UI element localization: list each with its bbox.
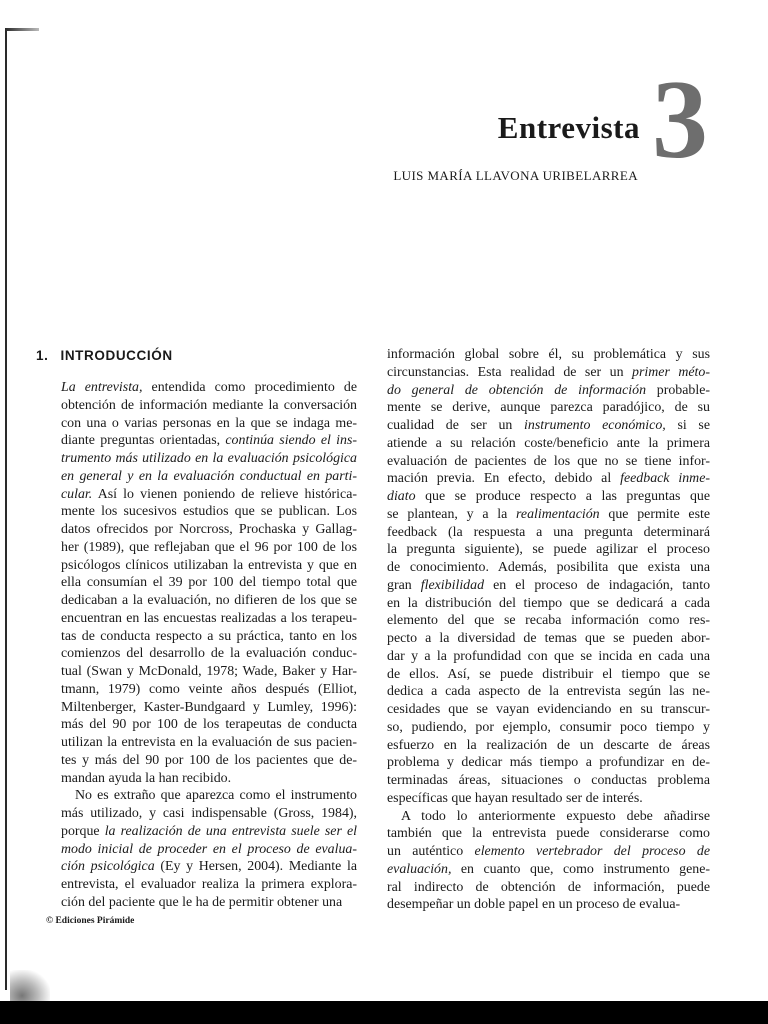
- text-line: [387, 879, 710, 897]
- italic-text: cular.: [61, 486, 93, 502]
- text-line: [387, 364, 710, 382]
- text-line: [61, 752, 357, 770]
- text-run: probable-: [646, 382, 710, 398]
- text-run: entendida como procedimiento de: [142, 380, 357, 395]
- text-line: [387, 896, 710, 914]
- section-heading: [36, 349, 173, 363]
- text-line: [61, 858, 357, 876]
- text-line: [387, 861, 710, 879]
- italic-text: diato: [387, 489, 416, 504]
- text-line: [387, 346, 710, 364]
- text-run: psicólogos clínicos utilizaban la entrevista y que en: [61, 557, 357, 573]
- text-line: [61, 521, 357, 539]
- text-run: so, pudiendo, por ejemplo, consumir poco tiempo y: [387, 719, 710, 735]
- text-line: [387, 737, 710, 755]
- text-line: [387, 843, 710, 861]
- text-run: (Ey y Hersen, 2004). Mediante la: [154, 859, 357, 875]
- page-corner-mark: [5, 28, 39, 31]
- text-run: en la distribución del tiempo que se dedicará a cada: [387, 595, 710, 611]
- text-run: en el proceso de indagación, tanto: [484, 577, 711, 593]
- section-number: 1.: [36, 348, 49, 363]
- chapter-number: 3: [652, 58, 708, 182]
- left-column: [61, 379, 357, 912]
- text-run: esfuerzo en la realización de un descarte de áreas: [387, 737, 710, 753]
- text-run: obtención de información mediante la conversación: [61, 397, 357, 413]
- text-run: que se produce respecto a las preguntas que: [415, 489, 710, 504]
- text-line: [61, 610, 357, 628]
- text-run: un auténtico: [387, 844, 475, 859]
- text-line: [387, 506, 710, 524]
- scan-smudge: [10, 970, 50, 1002]
- italic-text: primer méto-: [632, 364, 710, 380]
- text-line: [61, 663, 357, 681]
- italic-text: elemento vertebrador del proceso de: [474, 844, 710, 859]
- text-run: ral indirecto de obtención de información, puede: [387, 879, 710, 895]
- text-run: desempeñar un doble papel en un proceso de evalua-: [387, 897, 681, 913]
- text-run: comienzos del desarrollo de la evaluación conduc-: [61, 646, 357, 662]
- text-line: [387, 808, 710, 826]
- text-run: más del 90 por 100 de los terapeutas de conducta: [61, 717, 357, 733]
- italic-text: do general de obtención de información: [387, 382, 647, 398]
- italic-text: La entrevista,: [61, 380, 143, 395]
- italic-text: ción psicológica: [61, 859, 155, 875]
- text-line: [387, 470, 710, 488]
- text-run: dar y a la profundidad con que se incida en cada una: [387, 648, 710, 664]
- text-line: [387, 417, 710, 435]
- text-run: pecto a la diversidad de temas que se pueden abor-: [387, 631, 710, 646]
- italic-text: modo inicial de proceder en el proceso de evalua-: [61, 841, 357, 857]
- text-run: si se: [665, 418, 710, 433]
- text-line: [387, 648, 710, 666]
- text-line: [387, 825, 710, 843]
- text-run: entrevista, el evaluador realiza la primera explora-: [61, 877, 357, 892]
- text-line: [387, 524, 710, 542]
- text-line: [387, 541, 710, 559]
- text-run: cualidad de ser un: [387, 418, 525, 433]
- publisher-footer: © Ediciones Pirámide: [46, 916, 135, 926]
- text-run: mente se derive, aunque parezca paradójico, de su: [387, 400, 710, 416]
- text-line: [387, 453, 710, 471]
- text-line: [387, 666, 710, 684]
- text-run: información global sobre él, su problemática y sus: [387, 347, 710, 362]
- text-line: [387, 630, 710, 648]
- text-run: con una o varias personas en la que se indaga me-: [61, 415, 357, 431]
- text-run: también que la entrevista puede considerarse como: [387, 826, 710, 842]
- text-line: [61, 539, 357, 557]
- text-run: porque: [61, 823, 105, 839]
- text-line: [387, 701, 710, 719]
- text-run: de ellos. Así, se puede distribuir el tiempo que se: [387, 666, 710, 682]
- text-line: [387, 772, 710, 790]
- text-line: [387, 488, 710, 506]
- text-run: específicas que hayan resultado ser de interés.: [387, 790, 643, 806]
- text-line: [61, 645, 357, 663]
- scan-bottom-edge: [0, 1001, 768, 1024]
- text-line: [61, 397, 357, 415]
- text-line: [61, 681, 357, 699]
- italic-text: continúa siendo el ins-: [225, 433, 358, 449]
- text-line: [61, 557, 357, 575]
- italic-text: la realización de una entrevista suele ser el: [104, 823, 357, 839]
- text-line: [387, 577, 710, 595]
- text-line: [61, 503, 357, 521]
- text-run: diante preguntas orientadas,: [61, 433, 226, 449]
- text-line: [387, 399, 710, 417]
- text-run: circunstancias. Esta realidad de ser un: [387, 364, 633, 380]
- text-run: más utilizado, y casi indispensable (Gross, 1984),: [61, 806, 357, 821]
- text-line: [387, 595, 710, 613]
- text-run: No es extraño que aparezca como el instrumento: [75, 788, 357, 804]
- italic-text: trumento más utilizado en la evaluación psicológica: [61, 451, 357, 466]
- text-run: datos ofrecidos por Norcross, Prochaska y Gallag-: [61, 522, 357, 537]
- text-run: de conocimiento. Además, posibilita que exista una: [387, 560, 710, 575]
- section-title: INTRODUCCIÓN: [60, 348, 173, 363]
- chapter-author: LUIS MARÍA LLAVONA URIBELARREA: [393, 168, 638, 183]
- text-run: ella consumían el 39 por 100 del tiempo total que: [61, 575, 357, 591]
- text-line: [61, 823, 357, 841]
- text-run: mente los sucesivos estudios que se publican. Los: [61, 504, 357, 520]
- text-line: [61, 450, 357, 468]
- text-run: gran: [387, 577, 421, 593]
- italic-text: en general y en la evaluación conductual en parti-: [61, 468, 357, 484]
- text-run: tmann, 1979) como veinte años después (Elliot,: [61, 681, 357, 697]
- text-run: mandan ayuda la han recibido.: [61, 770, 232, 786]
- text-run: ción del paciente que le ha de permitir obtener una: [61, 894, 343, 910]
- text-run: en cuanto que, como instrumento gene-: [451, 861, 710, 877]
- text-run: Así lo vienen poniendo de relieve histórica-: [92, 486, 357, 502]
- text-run: A todo lo anteriormente expuesto debe añadirse: [401, 808, 710, 824]
- text-line: [387, 719, 710, 737]
- text-run: atiende a su relación coste/beneficio ante la primera: [387, 435, 710, 451]
- text-run: mación previa. En efecto, debido al: [387, 471, 621, 487]
- text-run: que permite este: [599, 506, 711, 522]
- italic-text: instrumento económico,: [524, 418, 666, 433]
- text-line: [61, 734, 357, 752]
- text-line: [387, 382, 710, 400]
- text-line: [387, 559, 710, 577]
- text-run: problema y dedicar más tiempo a profundizar en de-: [387, 755, 710, 771]
- text-line: [61, 486, 357, 504]
- text-line: [387, 790, 710, 808]
- text-line: [387, 754, 710, 772]
- text-run: la pregunta siguiente), se puede agilizar el proceso: [387, 542, 710, 558]
- text-line: [61, 876, 357, 894]
- text-run: evaluación de pacientes de los que no se tiene infor-: [387, 453, 710, 469]
- text-run: terminadas áreas, situaciones o conductas problema: [387, 773, 710, 788]
- text-run: elemento del que se recaba información como res-: [387, 613, 710, 629]
- text-line: [61, 628, 357, 646]
- text-line: [61, 432, 357, 450]
- text-run: cesidades que se vayan evidenciando en su transcur-: [387, 702, 710, 717]
- italic-text: evaluación,: [387, 861, 452, 877]
- text-run: her (1989), que reflejaban que el 96 por 100 de los: [61, 539, 357, 555]
- right-column: [387, 346, 710, 914]
- text-line: [61, 415, 357, 433]
- text-run: dedica a cada aspecto de la entrevista según las ne-: [387, 684, 710, 700]
- text-run: encuentran en las encuestas realizadas a los terapeu-: [61, 610, 357, 626]
- text-run: feedback (la respuesta a una pregunta determinará: [387, 524, 710, 540]
- text-run: tes y más del 90 por 100 de los pacientes que de-: [61, 752, 357, 768]
- text-run: tual (Swan y McDonald, 1978; Wade, Baker y Har-: [61, 664, 357, 679]
- text-line: [61, 716, 357, 734]
- text-run: dedicaban a la evaluación, no difieren de los que se: [61, 593, 357, 608]
- text-line: [61, 805, 357, 823]
- italic-text: flexibilidad: [420, 577, 485, 593]
- text-line: [61, 574, 357, 592]
- text-line: [387, 683, 710, 701]
- text-line: [61, 770, 357, 788]
- text-run: tas de conducta respecto a su práctica, tanto en los: [61, 628, 357, 644]
- italic-text: realimentación: [516, 506, 600, 522]
- text-line: [387, 612, 710, 630]
- text-line: [387, 435, 710, 453]
- text-run: se plantean, y a la: [387, 506, 517, 522]
- text-run: utilizan la entrevista en la evaluación de sus pacien-: [61, 735, 357, 750]
- text-line: [61, 841, 357, 859]
- text-line: [61, 894, 357, 912]
- italic-text: feedback inme-: [620, 471, 710, 487]
- text-run: Miltenberger, Kaster-Bundgaard y Lumley, 1996):: [61, 699, 357, 715]
- text-line: [61, 468, 357, 486]
- chapter-title: Entrevista: [497, 110, 640, 145]
- text-line: [61, 379, 357, 397]
- page-left-edge-shadow: [5, 30, 7, 990]
- text-line: [61, 592, 357, 610]
- text-line: [61, 787, 357, 805]
- text-line: [61, 699, 357, 717]
